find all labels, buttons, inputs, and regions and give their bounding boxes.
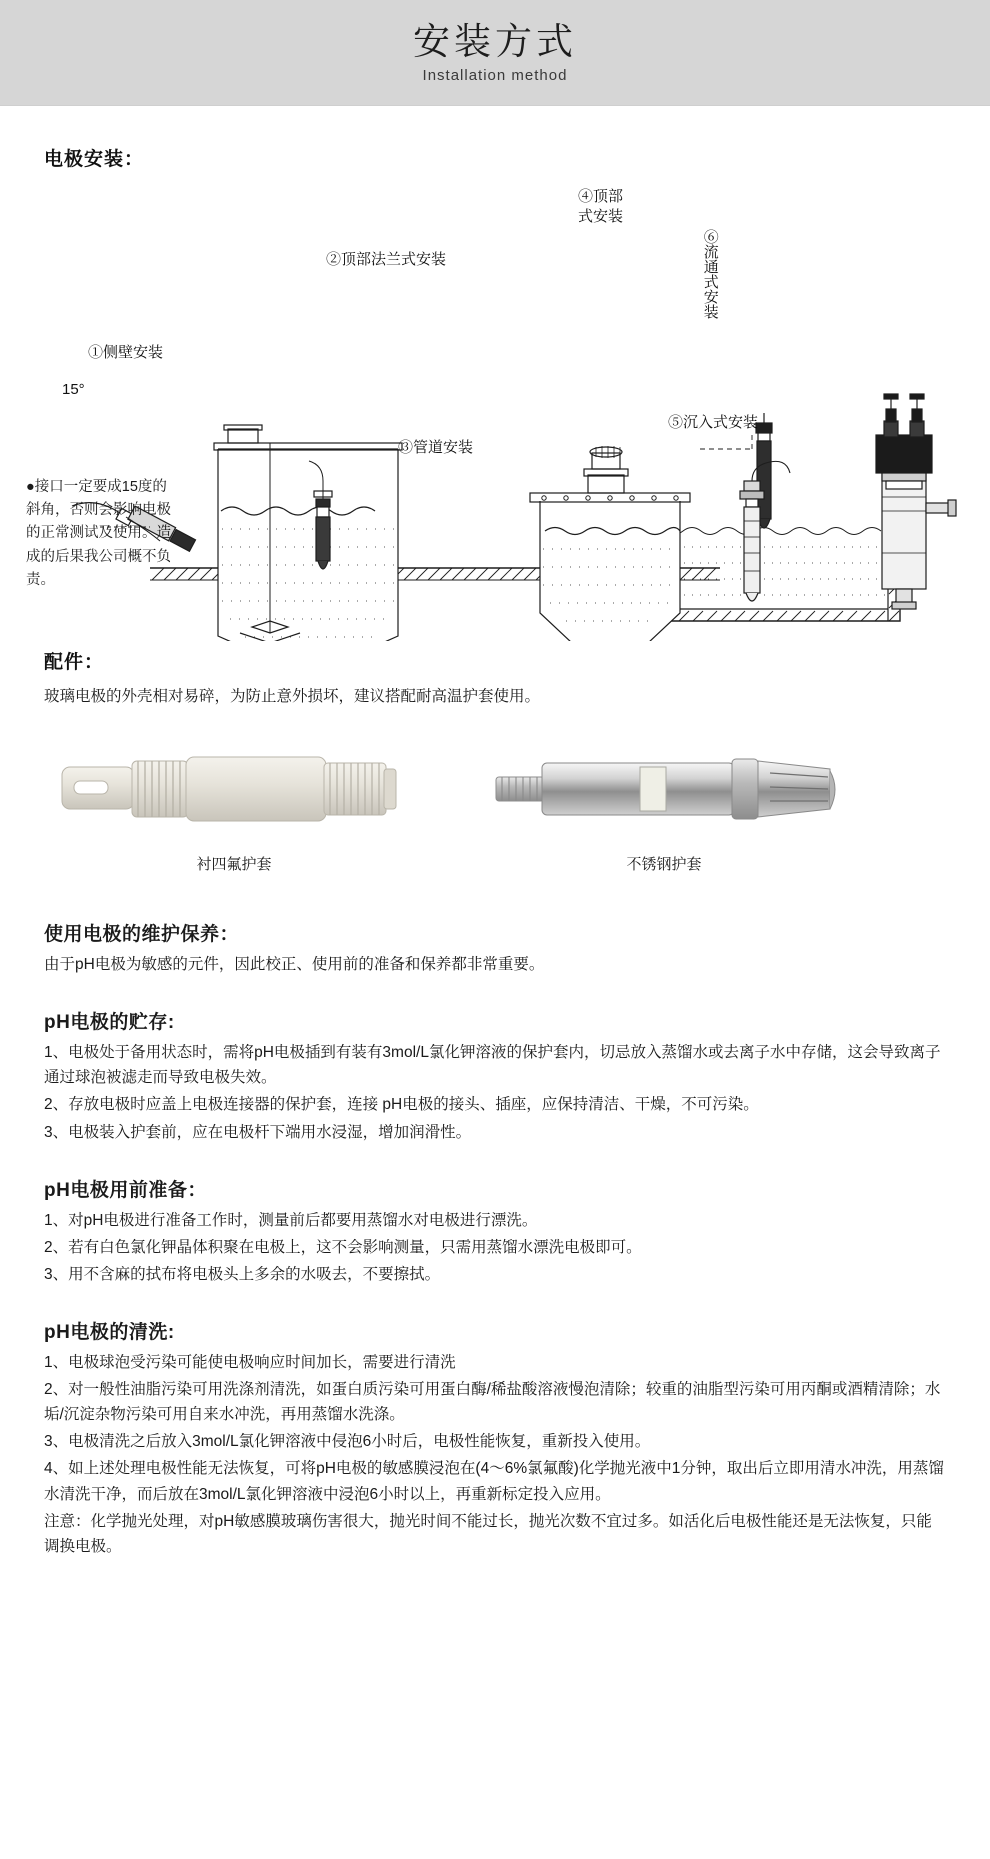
cleaning-note: 注意：化学抛光处理，对pH敏感膜玻璃伤害很大，抛光时间不能过长，抛光次数不宜过多。如活化后电极性能还是无法恢复，只能调换电极。: [44, 1512, 932, 1555]
label-angle: 15°: [62, 381, 85, 398]
preparation-item-1: 1、对pH电极进行准备工作时，测量前后都要用蒸馏水对电极进行漂洗。: [44, 1211, 538, 1229]
label-top-type-line1: ④顶部: [578, 188, 624, 205]
maintenance-intro: 由于pH电极为敏感的元件，因此校正、使用前的准备和保养都非常重要。: [44, 956, 545, 974]
page-subtitle: Installation method: [422, 67, 568, 85]
page-title: 安装方式: [413, 20, 577, 62]
preparation-item-2: 2、若有白色氯化钾晶体积聚在电极上，这不会影响测量，只需用蒸馏水漂洗电极即可。: [44, 1238, 642, 1256]
label-top-type-line2: 式安装: [578, 207, 624, 225]
page-banner: [0, 0, 990, 106]
installation-diagram: [0, 181, 990, 641]
subsection-heading-storage: pH电极的贮存:: [44, 1012, 175, 1034]
label-top-flange: ②顶部法兰式安装: [326, 251, 447, 268]
subsection-heading-preparation: pH电极用前准备：: [44, 1179, 207, 1201]
storage-item-2: 2、存放电极时应盖上电极连接器的保护套，连接 pH电极的接头、插座，应保持清洁、干燥，不可污染。: [44, 1096, 759, 1114]
preparation-item-3: 3、用不含麻的拭布将电极头上多余的水吸去，不要擦拭。: [44, 1265, 441, 1283]
cleaning-item-3: 3、电极清洗之后放入3mol/L氯化钾溶液中侵泡6小时后，电极性能恢复，重新投入使用。: [44, 1433, 651, 1451]
accessories-intro: 玻璃电极的外壳相对易碎，为防止意外损坏，建议搭配耐高温护套使用。: [44, 688, 541, 705]
label-top-type: [578, 187, 623, 226]
installation-heading: 电极安装：: [44, 149, 145, 170]
storage-item-3: 3、电极装入护套前，应在电极杆下端用水浸湿，增加润滑性。: [44, 1123, 472, 1141]
label-pipe: ③管道安装: [398, 439, 474, 456]
label-submerged: ⑤沉入式安装: [668, 414, 759, 431]
installation-section: [0, 106, 990, 641]
accessory-caption-steel: 不锈钢护套: [626, 856, 702, 874]
storage-item-1: 1、电极处于备用状态时，需将pH电极插到有装有3mol/L氯化钾溶液的保护套内，切忌放入蒸馏水或去离子水中存储，这会导致离子通过球泡被滤走而导致电极失效。: [44, 1044, 941, 1087]
label-flow-through: ⑥流通式安装: [701, 229, 719, 319]
cleaning-item-2: 2、对一般性油脂污染可用洗涤剂清洗，如蛋白质污染可用蛋白酶/稀盐酸溶液慢泡清除；较重的油脂型污染可用丙酮或酒精清除；水垢/沉淀杂物污染可用自来水冲洗，再用蒸馏水洗涤。: [44, 1381, 941, 1424]
installation-note: ●接口一定要成15度的斜角，否则会影响电极的正常测试及使用。造成的后果我公司概不负责。: [26, 479, 171, 588]
cleaning-item-1: 1、电极球泡受污染可能使电极响应时间加长，需要进行清洗: [44, 1353, 456, 1371]
accessory-caption-ptfe: 衬四氟护套: [196, 856, 272, 874]
subsection-heading-cleaning: pH电极的清洗:: [44, 1321, 175, 1343]
accessories-section: [0, 647, 990, 885]
accessories-heading: 配件：: [44, 652, 105, 673]
accessories-images: [44, 735, 990, 885]
maintenance-heading: 使用电极的维护保养：: [44, 924, 240, 946]
label-side-wall: ①侧壁安装: [88, 344, 164, 361]
maintenance-section: [0, 919, 990, 1589]
cleaning-item-4: 4、如上述处理电极性能无法恢复，可将pH电极的敏感膜浸泡在(4～6%氯氟酸)化学抛光液中1分钟，取出后立即用清水冲洗，用蒸馏水清洗干净，而后放在3mol/L氯化钾溶液中浸泡6小时以上，再重新标定投入应用。: [44, 1460, 944, 1503]
